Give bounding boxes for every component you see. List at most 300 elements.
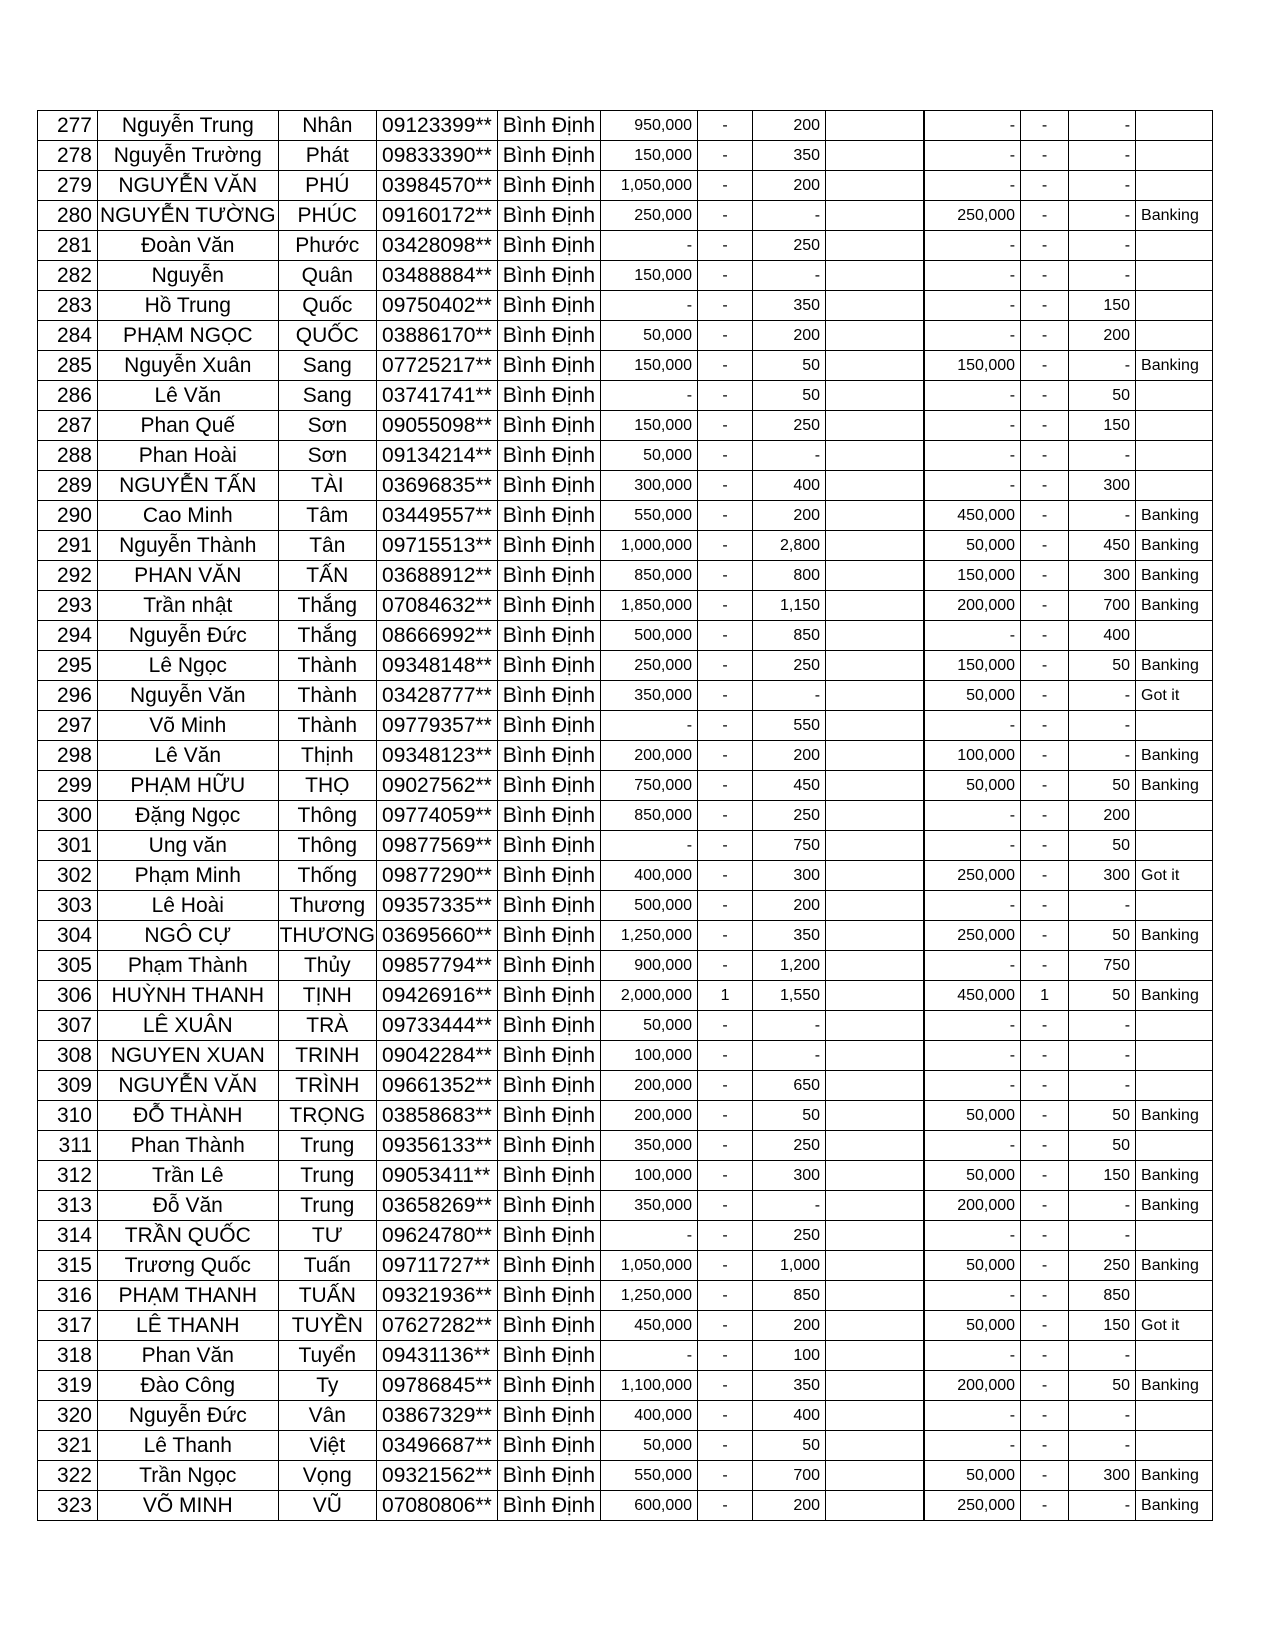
- cell-province: Bình Định: [497, 591, 600, 621]
- cell-row-number: 319: [38, 1371, 98, 1401]
- cell-count-2: -: [1021, 411, 1069, 441]
- cell-row-number: 314: [38, 1221, 98, 1251]
- cell-last-middle-name: Trần nhật: [98, 591, 279, 621]
- cell-count-1: -: [698, 1191, 753, 1221]
- cell-count-2: -: [1021, 351, 1069, 381]
- cell-province: Bình Định: [497, 111, 600, 141]
- cell-amount-3: -: [924, 1281, 1021, 1311]
- cell-first-name: TRỌNG: [278, 1101, 376, 1131]
- cell-last-middle-name: Phạm Minh: [98, 861, 279, 891]
- cell-first-name: PHÚC: [278, 201, 376, 231]
- cell-province: Bình Định: [497, 1281, 600, 1311]
- cell-phone: 09661352**: [377, 1071, 498, 1101]
- cell-province: Bình Định: [497, 711, 600, 741]
- cell-count-1: -: [698, 1401, 753, 1431]
- cell-count-1: 1: [698, 981, 753, 1011]
- cell-row-number: 277: [38, 111, 98, 141]
- cell-amount-3: -: [924, 1041, 1021, 1071]
- cell-phone: 08666992**: [377, 621, 498, 651]
- table-row: [38, 1491, 1213, 1521]
- cell-phone: 09833390**: [377, 141, 498, 171]
- cell-count-2: -: [1021, 921, 1069, 951]
- cell-phone: 09857794**: [377, 951, 498, 981]
- cell-amount-2: 50: [753, 381, 826, 411]
- cell-row-number: 294: [38, 621, 98, 651]
- cell-amount-3: -: [924, 261, 1021, 291]
- cell-amount-2: -: [753, 681, 826, 711]
- cell-amount-2: -: [753, 201, 826, 231]
- cell-first-name: Phước: [278, 231, 376, 261]
- cell-count-2: -: [1021, 141, 1069, 171]
- cell-amount-3: -: [924, 1011, 1021, 1041]
- cell-province: Bình Định: [497, 771, 600, 801]
- cell-amount-2: 250: [753, 1221, 826, 1251]
- cell-count-2: -: [1021, 501, 1069, 531]
- cell-amount-1: 1,050,000: [601, 171, 698, 201]
- cell-last-middle-name: Lê Hoài: [98, 891, 279, 921]
- cell-amount-3: -: [924, 711, 1021, 741]
- cell-blank: [826, 681, 924, 711]
- cell-row-number: 308: [38, 1041, 98, 1071]
- cell-province: Bình Định: [497, 1191, 600, 1221]
- cell-count-2: -: [1021, 1131, 1069, 1161]
- table-row: [38, 1011, 1213, 1041]
- table-row: [38, 501, 1213, 531]
- cell-last-middle-name: Phan Hoài: [98, 441, 279, 471]
- table-row: [38, 1311, 1213, 1341]
- cell-last-middle-name: Nguyễn Đức: [98, 621, 279, 651]
- cell-amount-1: 50,000: [601, 1431, 698, 1461]
- cell-phone: 03867329**: [377, 1401, 498, 1431]
- cell-phone: 03496687**: [377, 1431, 498, 1461]
- cell-payment-status: [1136, 1281, 1213, 1311]
- cell-count-2: -: [1021, 261, 1069, 291]
- cell-amount-3: -: [924, 441, 1021, 471]
- cell-first-name: THỌ: [278, 771, 376, 801]
- cell-count-1: -: [698, 501, 753, 531]
- cell-amount-3: 150,000: [924, 351, 1021, 381]
- cell-payment-status: Banking: [1136, 351, 1213, 381]
- cell-amount-1: 1,250,000: [601, 1281, 698, 1311]
- cell-row-number: 322: [38, 1461, 98, 1491]
- cell-row-number: 300: [38, 801, 98, 831]
- cell-blank: [826, 381, 924, 411]
- cell-amount-1: 200,000: [601, 1101, 698, 1131]
- table-row: [38, 831, 1213, 861]
- cell-province: Bình Định: [497, 681, 600, 711]
- cell-amount-1: 50,000: [601, 441, 698, 471]
- cell-count-2: -: [1021, 561, 1069, 591]
- cell-count-2: -: [1021, 591, 1069, 621]
- cell-amount-1: 350,000: [601, 681, 698, 711]
- cell-amount-2: 550: [753, 711, 826, 741]
- cell-count-1: -: [698, 351, 753, 381]
- cell-amount-4: -: [1069, 1221, 1136, 1251]
- cell-phone: 03488884**: [377, 261, 498, 291]
- cell-province: Bình Định: [497, 1461, 600, 1491]
- cell-amount-3: 50,000: [924, 531, 1021, 561]
- cell-phone: 07084632**: [377, 591, 498, 621]
- cell-count-2: -: [1021, 831, 1069, 861]
- cell-count-2: 1: [1021, 981, 1069, 1011]
- cell-payment-status: Banking: [1136, 1101, 1213, 1131]
- cell-row-number: 283: [38, 291, 98, 321]
- cell-payment-status: Banking: [1136, 1461, 1213, 1491]
- cell-row-number: 316: [38, 1281, 98, 1311]
- cell-row-number: 318: [38, 1341, 98, 1371]
- table-row: [38, 231, 1213, 261]
- cell-province: Bình Định: [497, 1011, 600, 1041]
- cell-payment-status: Banking: [1136, 981, 1213, 1011]
- cell-payment-status: Banking: [1136, 1161, 1213, 1191]
- cell-payment-status: [1136, 141, 1213, 171]
- cell-last-middle-name: Nguyễn Xuân: [98, 351, 279, 381]
- cell-amount-4: -: [1069, 231, 1136, 261]
- table-row: [38, 111, 1213, 141]
- table-row: [38, 681, 1213, 711]
- cell-last-middle-name: NGUYỄN VĂN: [98, 171, 279, 201]
- cell-amount-1: -: [601, 381, 698, 411]
- cell-phone: 07080806**: [377, 1491, 498, 1521]
- cell-amount-2: 300: [753, 861, 826, 891]
- cell-blank: [826, 591, 924, 621]
- cell-phone: 09779357**: [377, 711, 498, 741]
- cell-count-1: -: [698, 1071, 753, 1101]
- cell-last-middle-name: TRẦN QUỐC: [98, 1221, 279, 1251]
- cell-amount-2: 850: [753, 621, 826, 651]
- cell-row-number: 297: [38, 711, 98, 741]
- cell-count-1: -: [698, 141, 753, 171]
- cell-amount-4: 50: [1069, 381, 1136, 411]
- cell-count-1: -: [698, 861, 753, 891]
- cell-amount-4: 300: [1069, 1461, 1136, 1491]
- cell-payment-status: Banking: [1136, 1491, 1213, 1521]
- cell-amount-3: 50,000: [924, 1311, 1021, 1341]
- cell-province: Bình Định: [497, 381, 600, 411]
- table-row: [38, 1341, 1213, 1371]
- cell-count-1: -: [698, 171, 753, 201]
- cell-count-1: -: [698, 1251, 753, 1281]
- cell-amount-1: 50,000: [601, 1011, 698, 1041]
- cell-payment-status: Banking: [1136, 741, 1213, 771]
- cell-blank: [826, 1431, 924, 1461]
- cell-blank: [826, 1041, 924, 1071]
- cell-province: Bình Định: [497, 1131, 600, 1161]
- cell-amount-2: 250: [753, 411, 826, 441]
- cell-row-number: 296: [38, 681, 98, 711]
- cell-phone: 09877290**: [377, 861, 498, 891]
- cell-amount-3: 50,000: [924, 1461, 1021, 1491]
- cell-first-name: TRÀ: [278, 1011, 376, 1041]
- cell-last-middle-name: Phan Văn: [98, 1341, 279, 1371]
- cell-payment-status: Got it: [1136, 1311, 1213, 1341]
- table-row: [38, 861, 1213, 891]
- cell-payment-status: Banking: [1136, 501, 1213, 531]
- cell-province: Bình Định: [497, 411, 600, 441]
- cell-amount-1: 1,100,000: [601, 1371, 698, 1401]
- table-row: [38, 1131, 1213, 1161]
- cell-blank: [826, 1221, 924, 1251]
- cell-amount-2: 200: [753, 1491, 826, 1521]
- cell-count-2: -: [1021, 381, 1069, 411]
- cell-first-name: Sơn: [278, 441, 376, 471]
- cell-province: Bình Định: [497, 531, 600, 561]
- cell-blank: [826, 231, 924, 261]
- table-row: [38, 1281, 1213, 1311]
- cell-blank: [826, 1251, 924, 1281]
- cell-blank: [826, 801, 924, 831]
- cell-phone: 09711727**: [377, 1251, 498, 1281]
- cell-count-2: -: [1021, 1371, 1069, 1401]
- cell-amount-3: -: [924, 141, 1021, 171]
- cell-row-number: 292: [38, 561, 98, 591]
- cell-last-middle-name: PHẠM NGỌC: [98, 321, 279, 351]
- cell-count-2: -: [1021, 531, 1069, 561]
- cell-row-number: 301: [38, 831, 98, 861]
- cell-phone: 09348123**: [377, 741, 498, 771]
- cell-phone: 09123399**: [377, 111, 498, 141]
- cell-phone: 03741741**: [377, 381, 498, 411]
- cell-first-name: Sơn: [278, 411, 376, 441]
- cell-blank: [826, 921, 924, 951]
- cell-phone: 09357335**: [377, 891, 498, 921]
- cell-last-middle-name: Phan Quế: [98, 411, 279, 441]
- cell-amount-4: -: [1069, 501, 1136, 531]
- cell-phone: 03688912**: [377, 561, 498, 591]
- cell-amount-4: 50: [1069, 1371, 1136, 1401]
- cell-blank: [826, 1191, 924, 1221]
- cell-count-2: -: [1021, 111, 1069, 141]
- cell-phone: 09715513**: [377, 531, 498, 561]
- cell-last-middle-name: Ung văn: [98, 831, 279, 861]
- cell-payment-status: Banking: [1136, 561, 1213, 591]
- table-row: [38, 351, 1213, 381]
- cell-amount-4: 50: [1069, 771, 1136, 801]
- cell-count-1: -: [698, 411, 753, 441]
- cell-amount-2: 200: [753, 1311, 826, 1341]
- cell-last-middle-name: Nguyễn Trung: [98, 111, 279, 141]
- table-row: [38, 1251, 1213, 1281]
- cell-count-1: -: [698, 231, 753, 261]
- cell-amount-4: -: [1069, 1191, 1136, 1221]
- cell-last-middle-name: Đặng Ngọc: [98, 801, 279, 831]
- cell-province: Bình Định: [497, 1251, 600, 1281]
- cell-amount-2: 350: [753, 921, 826, 951]
- cell-count-1: -: [698, 471, 753, 501]
- cell-payment-status: [1136, 711, 1213, 741]
- cell-last-middle-name: NGUYỄN VĂN: [98, 1071, 279, 1101]
- cell-count-2: -: [1021, 1461, 1069, 1491]
- cell-last-middle-name: NGUYỄN TƯỜNG: [98, 201, 279, 231]
- cell-amount-3: 200,000: [924, 1191, 1021, 1221]
- cell-province: Bình Định: [497, 801, 600, 831]
- cell-payment-status: [1136, 381, 1213, 411]
- cell-amount-1: 850,000: [601, 561, 698, 591]
- cell-amount-2: 200: [753, 501, 826, 531]
- cell-province: Bình Định: [497, 1431, 600, 1461]
- cell-phone: 07627282**: [377, 1311, 498, 1341]
- cell-first-name: Ty: [278, 1371, 376, 1401]
- cell-amount-4: 150: [1069, 411, 1136, 441]
- cell-first-name: TUẤN: [278, 1281, 376, 1311]
- cell-phone: 09053411**: [377, 1161, 498, 1191]
- cell-payment-status: Got it: [1136, 861, 1213, 891]
- cell-count-1: -: [698, 951, 753, 981]
- cell-payment-status: [1136, 1401, 1213, 1431]
- cell-blank: [826, 861, 924, 891]
- cell-amount-2: 1,000: [753, 1251, 826, 1281]
- cell-province: Bình Định: [497, 501, 600, 531]
- cell-blank: [826, 1371, 924, 1401]
- cell-amount-4: -: [1069, 261, 1136, 291]
- table-row: [38, 471, 1213, 501]
- cell-phone: 03428777**: [377, 681, 498, 711]
- cell-count-1: -: [698, 621, 753, 651]
- cell-amount-3: -: [924, 831, 1021, 861]
- cell-blank: [826, 1461, 924, 1491]
- cell-phone: 09160172**: [377, 201, 498, 231]
- cell-blank: [826, 411, 924, 441]
- data-table: [37, 110, 1213, 1521]
- cell-amount-1: 450,000: [601, 1311, 698, 1341]
- cell-last-middle-name: NGUYỄN TẤN: [98, 471, 279, 501]
- cell-amount-1: 100,000: [601, 1161, 698, 1191]
- cell-amount-3: 50,000: [924, 1101, 1021, 1131]
- cell-province: Bình Định: [497, 831, 600, 861]
- cell-first-name: TẤN: [278, 561, 376, 591]
- cell-amount-1: -: [601, 231, 698, 261]
- cell-province: Bình Định: [497, 441, 600, 471]
- cell-first-name: Vân: [278, 1401, 376, 1431]
- cell-phone: 03984570**: [377, 171, 498, 201]
- cell-blank: [826, 981, 924, 1011]
- cell-amount-4: -: [1069, 711, 1136, 741]
- cell-amount-1: 1,000,000: [601, 531, 698, 561]
- table-row: [38, 441, 1213, 471]
- cell-first-name: THƯƠNG: [278, 921, 376, 951]
- cell-amount-4: -: [1069, 111, 1136, 141]
- cell-blank: [826, 621, 924, 651]
- cell-row-number: 282: [38, 261, 98, 291]
- cell-province: Bình Định: [497, 1221, 600, 1251]
- cell-first-name: Việt: [278, 1431, 376, 1461]
- cell-last-middle-name: Lê Văn: [98, 741, 279, 771]
- cell-blank: [826, 141, 924, 171]
- cell-amount-3: -: [924, 1221, 1021, 1251]
- cell-count-2: -: [1021, 741, 1069, 771]
- cell-province: Bình Định: [497, 201, 600, 231]
- cell-blank: [826, 741, 924, 771]
- table-row: [38, 711, 1213, 741]
- cell-phone: 09134214**: [377, 441, 498, 471]
- cell-amount-1: 200,000: [601, 1071, 698, 1101]
- cell-first-name: Trung: [278, 1191, 376, 1221]
- cell-count-1: -: [698, 441, 753, 471]
- cell-count-1: -: [698, 321, 753, 351]
- table-row: [38, 651, 1213, 681]
- cell-payment-status: [1136, 321, 1213, 351]
- cell-amount-3: 250,000: [924, 921, 1021, 951]
- cell-amount-1: 1,850,000: [601, 591, 698, 621]
- cell-count-2: -: [1021, 651, 1069, 681]
- cell-last-middle-name: Lê Thanh: [98, 1431, 279, 1461]
- cell-first-name: Tuyển: [278, 1341, 376, 1371]
- cell-amount-2: 400: [753, 471, 826, 501]
- cell-first-name: Tâm: [278, 501, 376, 531]
- cell-province: Bình Định: [497, 741, 600, 771]
- cell-count-2: -: [1021, 201, 1069, 231]
- cell-row-number: 321: [38, 1431, 98, 1461]
- cell-amount-4: -: [1069, 141, 1136, 171]
- cell-amount-2: 250: [753, 651, 826, 681]
- cell-amount-2: 450: [753, 771, 826, 801]
- cell-payment-status: [1136, 411, 1213, 441]
- cell-row-number: 305: [38, 951, 98, 981]
- cell-payment-status: [1136, 891, 1213, 921]
- cell-count-1: -: [698, 1341, 753, 1371]
- cell-amount-4: 50: [1069, 921, 1136, 951]
- cell-amount-3: -: [924, 891, 1021, 921]
- cell-province: Bình Định: [497, 921, 600, 951]
- cell-blank: [826, 1401, 924, 1431]
- cell-amount-1: 250,000: [601, 651, 698, 681]
- table-row: [38, 411, 1213, 441]
- table-row: [38, 771, 1213, 801]
- cell-row-number: 323: [38, 1491, 98, 1521]
- cell-amount-3: 250,000: [924, 861, 1021, 891]
- cell-count-1: -: [698, 261, 753, 291]
- cell-amount-2: 250: [753, 231, 826, 261]
- cell-amount-2: -: [753, 261, 826, 291]
- table-row: [38, 801, 1213, 831]
- cell-province: Bình Định: [497, 621, 600, 651]
- cell-count-2: -: [1021, 1071, 1069, 1101]
- cell-first-name: Tân: [278, 531, 376, 561]
- cell-amount-3: 50,000: [924, 1251, 1021, 1281]
- cell-amount-1: 950,000: [601, 111, 698, 141]
- cell-count-2: -: [1021, 951, 1069, 981]
- cell-row-number: 291: [38, 531, 98, 561]
- cell-first-name: TRÌNH: [278, 1071, 376, 1101]
- cell-payment-status: [1136, 1341, 1213, 1371]
- cell-blank: [826, 441, 924, 471]
- cell-amount-3: -: [924, 1431, 1021, 1461]
- cell-amount-3: 250,000: [924, 201, 1021, 231]
- cell-count-2: -: [1021, 1401, 1069, 1431]
- cell-amount-2: 850: [753, 1281, 826, 1311]
- cell-amount-1: 150,000: [601, 351, 698, 381]
- cell-count-1: -: [698, 831, 753, 861]
- cell-payment-status: [1136, 291, 1213, 321]
- cell-count-1: -: [698, 1011, 753, 1041]
- table-row: [38, 291, 1213, 321]
- cell-province: Bình Định: [497, 861, 600, 891]
- cell-amount-1: 200,000: [601, 741, 698, 771]
- cell-amount-2: 1,150: [753, 591, 826, 621]
- cell-row-number: 286: [38, 381, 98, 411]
- cell-count-2: -: [1021, 231, 1069, 261]
- cell-row-number: 284: [38, 321, 98, 351]
- table-row: [38, 891, 1213, 921]
- cell-amount-2: 800: [753, 561, 826, 591]
- cell-count-2: -: [1021, 1281, 1069, 1311]
- cell-count-2: -: [1021, 1041, 1069, 1071]
- cell-blank: [826, 1311, 924, 1341]
- table-row: [38, 1071, 1213, 1101]
- cell-last-middle-name: Cao Minh: [98, 501, 279, 531]
- cell-amount-4: 50: [1069, 651, 1136, 681]
- cell-amount-1: 600,000: [601, 1491, 698, 1521]
